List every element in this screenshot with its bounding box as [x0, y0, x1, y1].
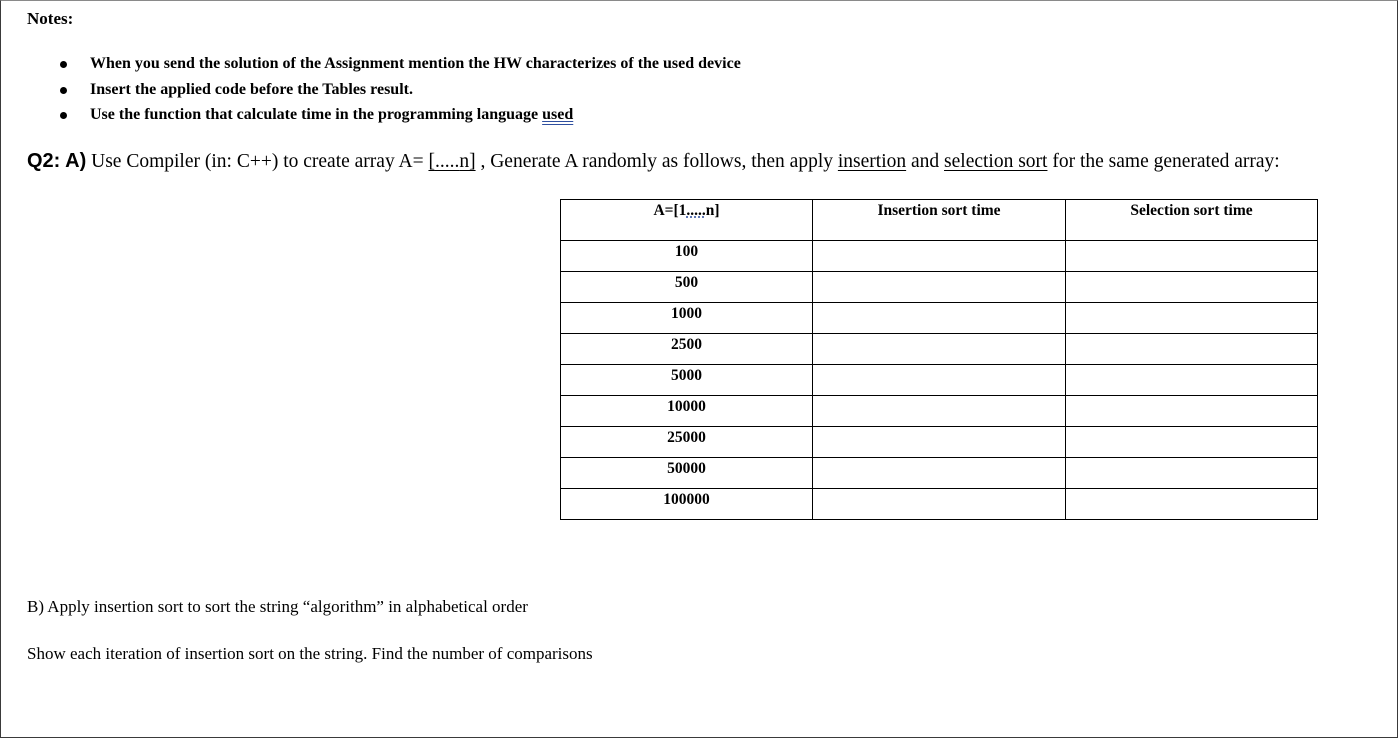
question-2-a: [27, 150, 1280, 173]
insertion-time-cell[interactable]: [813, 334, 1066, 365]
note-text: When you send the solution of the Assignment mention the HW characterizes of the used device: [90, 55, 741, 72]
question-text: for the same generated array:: [1047, 151, 1280, 172]
selection-time-cell[interactable]: [1066, 396, 1318, 427]
table-row: [561, 396, 1318, 427]
table-row: [561, 489, 1318, 520]
sort-times-table: [560, 199, 1318, 520]
insertion-time-cell[interactable]: [813, 396, 1066, 427]
note-underlined-word: used: [542, 106, 574, 123]
question-text: Use Compiler (in: C++) to create array A=: [86, 151, 429, 172]
header-insertion-time: Insertion sort time: [813, 200, 1066, 241]
list-item: [0, 105, 741, 131]
array-size-cell: 100000: [561, 489, 813, 520]
selection-time-cell[interactable]: [1066, 303, 1318, 334]
insertion-time-cell[interactable]: [813, 427, 1066, 458]
array-size-cell: 1000: [561, 303, 813, 334]
table-row: [561, 365, 1318, 396]
array-size-cell: 50000: [561, 458, 813, 489]
selection-time-cell[interactable]: [1066, 365, 1318, 396]
part-b-instruction: B) Apply insertion sort to sort the string “algorithm” in alphabetical order: [27, 597, 528, 616]
array-bracket: [: [428, 151, 435, 172]
table-row: [561, 458, 1318, 489]
selection-time-cell[interactable]: [1066, 458, 1318, 489]
note-text: Use the function that calculate time in the programming language: [90, 106, 543, 123]
selection-time-cell[interactable]: [1066, 241, 1318, 272]
selection-time-cell[interactable]: [1066, 272, 1318, 303]
question-text: , Generate A randomly as follows, then apply: [475, 151, 838, 172]
question-text: and: [906, 151, 945, 172]
insertion-time-cell[interactable]: [813, 303, 1066, 334]
insertion-time-cell[interactable]: [813, 458, 1066, 489]
array-size-cell: 2500: [561, 334, 813, 365]
array-size-cell: 10000: [561, 396, 813, 427]
table-row: [561, 303, 1318, 334]
array-size-cell: 500: [561, 272, 813, 303]
part-b-task: Show each iteration of insertion sort on the string. Find the number of comparisons: [27, 644, 593, 663]
note-text: Insert the applied code before the Tables result.: [90, 80, 413, 98]
list-item: [0, 80, 741, 106]
insertion-time-cell[interactable]: [813, 489, 1066, 520]
question-label: Q2: A): [27, 150, 87, 172]
bullet-icon: [60, 61, 67, 68]
table-row: [561, 241, 1318, 272]
array-dots: .....: [434, 151, 460, 172]
notes-title: Notes:: [27, 9, 74, 28]
selection-time-cell[interactable]: [1066, 489, 1318, 520]
selection-sort-term: selection sort: [944, 151, 1048, 172]
bullet-icon: [60, 87, 67, 94]
notes-list: [0, 54, 741, 131]
selection-time-cell[interactable]: [1066, 427, 1318, 458]
array-tail: n]: [459, 151, 476, 172]
table-header-row: [561, 200, 1318, 241]
array-size-cell: 100: [561, 241, 813, 272]
header-array-size: A=[1.....n]: [561, 200, 813, 241]
list-item: [0, 54, 741, 80]
table-row: [561, 272, 1318, 303]
array-size-cell: 25000: [561, 427, 813, 458]
header-selection-time: Selection sort time: [1066, 200, 1318, 241]
array-size-cell: 5000: [561, 365, 813, 396]
table-row: [561, 427, 1318, 458]
insertion-term: insertion: [837, 151, 907, 172]
selection-time-cell[interactable]: [1066, 334, 1318, 365]
insertion-time-cell[interactable]: [813, 272, 1066, 303]
insertion-time-cell[interactable]: [813, 241, 1066, 272]
bullet-icon: [60, 112, 67, 119]
insertion-time-cell[interactable]: [813, 365, 1066, 396]
table-row: [561, 334, 1318, 365]
